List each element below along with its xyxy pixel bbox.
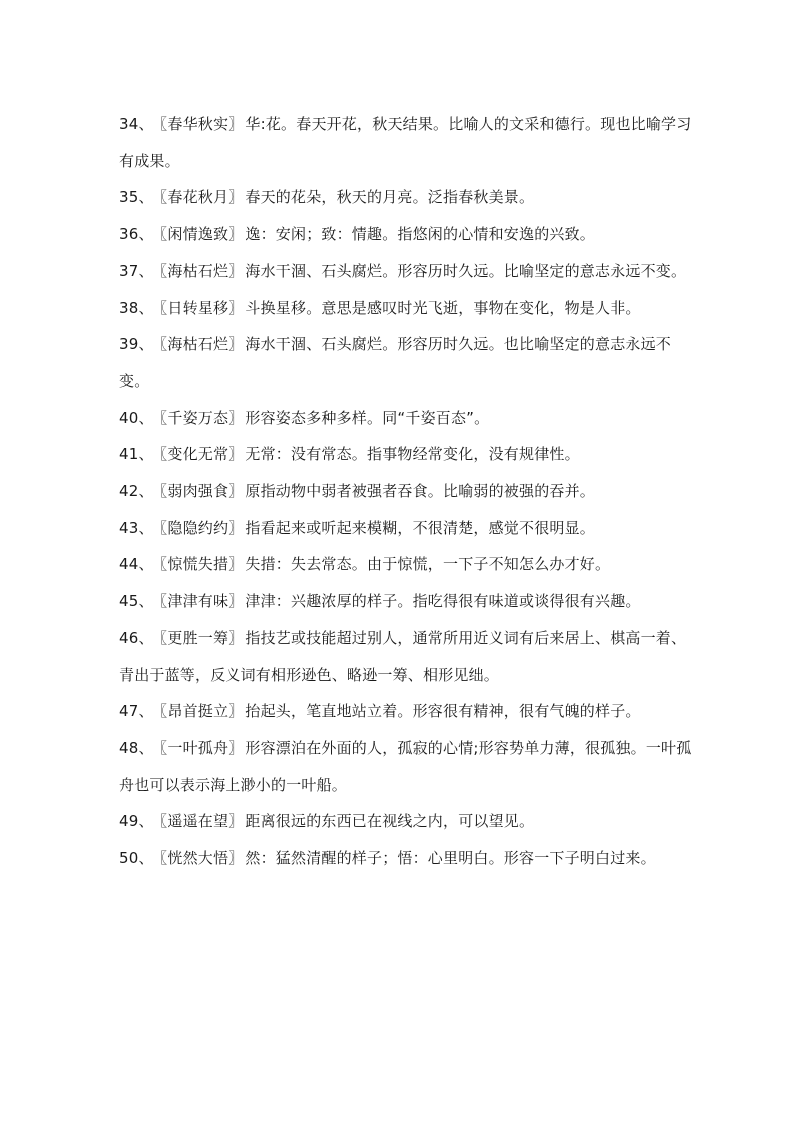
entry-number: 47、 <box>119 702 154 721</box>
idiom-term: 〖弱肉强食〗 <box>159 482 244 501</box>
idiom-definition: 形容姿态多种多样。同“千姿百态”。 <box>245 408 490 427</box>
idiom-definition: 斗换星移。意思是感叹时光飞逝，事物在变化，物是人非。 <box>245 298 641 317</box>
idiom-definition: 然：猛然清醒的样子；悟：心里明白。形容一下子明白过来。 <box>245 849 656 868</box>
idiom-term: 〖春华秋实〗 <box>159 115 244 133</box>
entry-number: 36、 <box>119 225 154 244</box>
idiom-entry-38 <box>119 290 694 327</box>
idiom-definition: 指看起来或听起来模糊，不很清楚，感觉不很明显。 <box>245 518 595 537</box>
idiom-term: 〖海枯石烂〗 <box>159 261 244 280</box>
idiom-term: 〖一叶孤舟〗 <box>159 738 244 757</box>
idiom-term: 〖春花秋月〗 <box>159 188 244 207</box>
idiom-term: 〖隐隐约约〗 <box>159 518 244 537</box>
idiom-term: 〖遥遥在望〗 <box>159 812 244 831</box>
idiom-term: 〖更胜一筹〗 <box>159 628 244 647</box>
entry-number: 50、 <box>119 849 154 868</box>
idiom-term: 〖海枯石烂〗 <box>159 335 244 354</box>
idiom-entry-34 <box>119 106 694 179</box>
idiom-entry-37 <box>119 253 694 290</box>
entry-number: 48、 <box>119 738 154 757</box>
idiom-definition: 春天的花朵，秋天的月亮。泛指春秋美景。 <box>245 188 535 207</box>
entry-number: 44、 <box>119 555 154 574</box>
entry-number: 42、 <box>119 482 154 501</box>
idiom-entry-48 <box>119 730 694 803</box>
idiom-term: 〖闲情逸致〗 <box>159 225 244 244</box>
idiom-entry-43 <box>119 510 694 547</box>
idiom-definition: 华:花。春天开花，秋天结果。比喻人的文采和德行。现也比喻学习有成果。 <box>119 115 692 170</box>
idiom-term: 〖千姿万态〗 <box>159 408 244 427</box>
idiom-entry-50 <box>119 840 694 877</box>
idiom-definition: 指技艺或技能超过别人，通常所用近义词有后来居上、棋高一着、青出于蓝等，反义词有相形逊色、略逊一筹、相形见绌。 <box>119 628 687 684</box>
idiom-definition: 抬起头，笔直地站立着。形容很有精神，很有气魄的样子。 <box>245 702 641 721</box>
entry-number: 40、 <box>119 408 154 427</box>
idiom-definition: 海水干涸、石头腐烂。形容历时久远。也比喻坚定的意志永远不变。 <box>119 335 671 390</box>
idiom-term: 〖昂首挺立〗 <box>159 702 244 721</box>
idiom-entry-39 <box>119 326 694 399</box>
idiom-term: 〖恍然大悟〗 <box>159 849 244 868</box>
idiom-entry-35 <box>119 179 694 216</box>
idiom-entry-41 <box>119 436 694 473</box>
idiom-definition: 无常：没有常态。指事物经常变化，没有规律性。 <box>245 445 580 464</box>
entry-number: 38、 <box>119 298 154 317</box>
idiom-term: 〖日转星移〗 <box>159 298 244 317</box>
entry-number: 46、 <box>119 628 154 647</box>
idiom-definition: 距离很远的东西已在视线之内，可以望见。 <box>245 812 535 831</box>
idiom-term: 〖惊慌失措〗 <box>159 555 244 574</box>
entry-number: 49、 <box>119 812 154 831</box>
idiom-entry-42 <box>119 473 694 510</box>
idiom-entry-49 <box>119 803 694 840</box>
idiom-entry-40 <box>119 400 694 437</box>
entry-number: 43、 <box>119 518 154 537</box>
entry-number: 34、 <box>119 115 154 133</box>
entry-number: 45、 <box>119 592 154 611</box>
idiom-definition: 海水干涸、石头腐烂。形容历时久远。比喻坚定的意志永远不变。 <box>245 261 687 280</box>
idiom-definition: 津津：兴趣浓厚的样子。指吃得很有味道或谈得很有兴趣。 <box>245 592 641 611</box>
idiom-definition: 逸：安闲；致：情趣。指悠闲的心情和安逸的兴致。 <box>245 225 595 244</box>
idiom-entry-47 <box>119 693 694 730</box>
entry-number: 41、 <box>119 445 154 464</box>
idiom-entry-44 <box>119 546 694 583</box>
idiom-definition: 形容漂泊在外面的人，孤寂的心情;形容势单力薄，很孤独。一叶孤舟也可以表示海上渺小的一叶船。 <box>119 738 692 794</box>
idiom-term: 〖津津有味〗 <box>159 592 244 611</box>
idiom-entry-46 <box>119 620 694 693</box>
entry-number: 39、 <box>119 335 154 354</box>
entry-number: 35、 <box>119 188 154 207</box>
idiom-term: 〖变化无常〗 <box>159 445 244 464</box>
idiom-definition: 原指动物中弱者被强者吞食。比喻弱的被强的吞并。 <box>245 482 595 501</box>
idiom-definition: 失措：失去常态。由于惊慌，一下子不知怎么办才好。 <box>245 555 611 574</box>
idiom-entry-36 <box>119 216 694 253</box>
entry-number: 37、 <box>119 261 154 280</box>
idiom-entry-45 <box>119 583 694 620</box>
